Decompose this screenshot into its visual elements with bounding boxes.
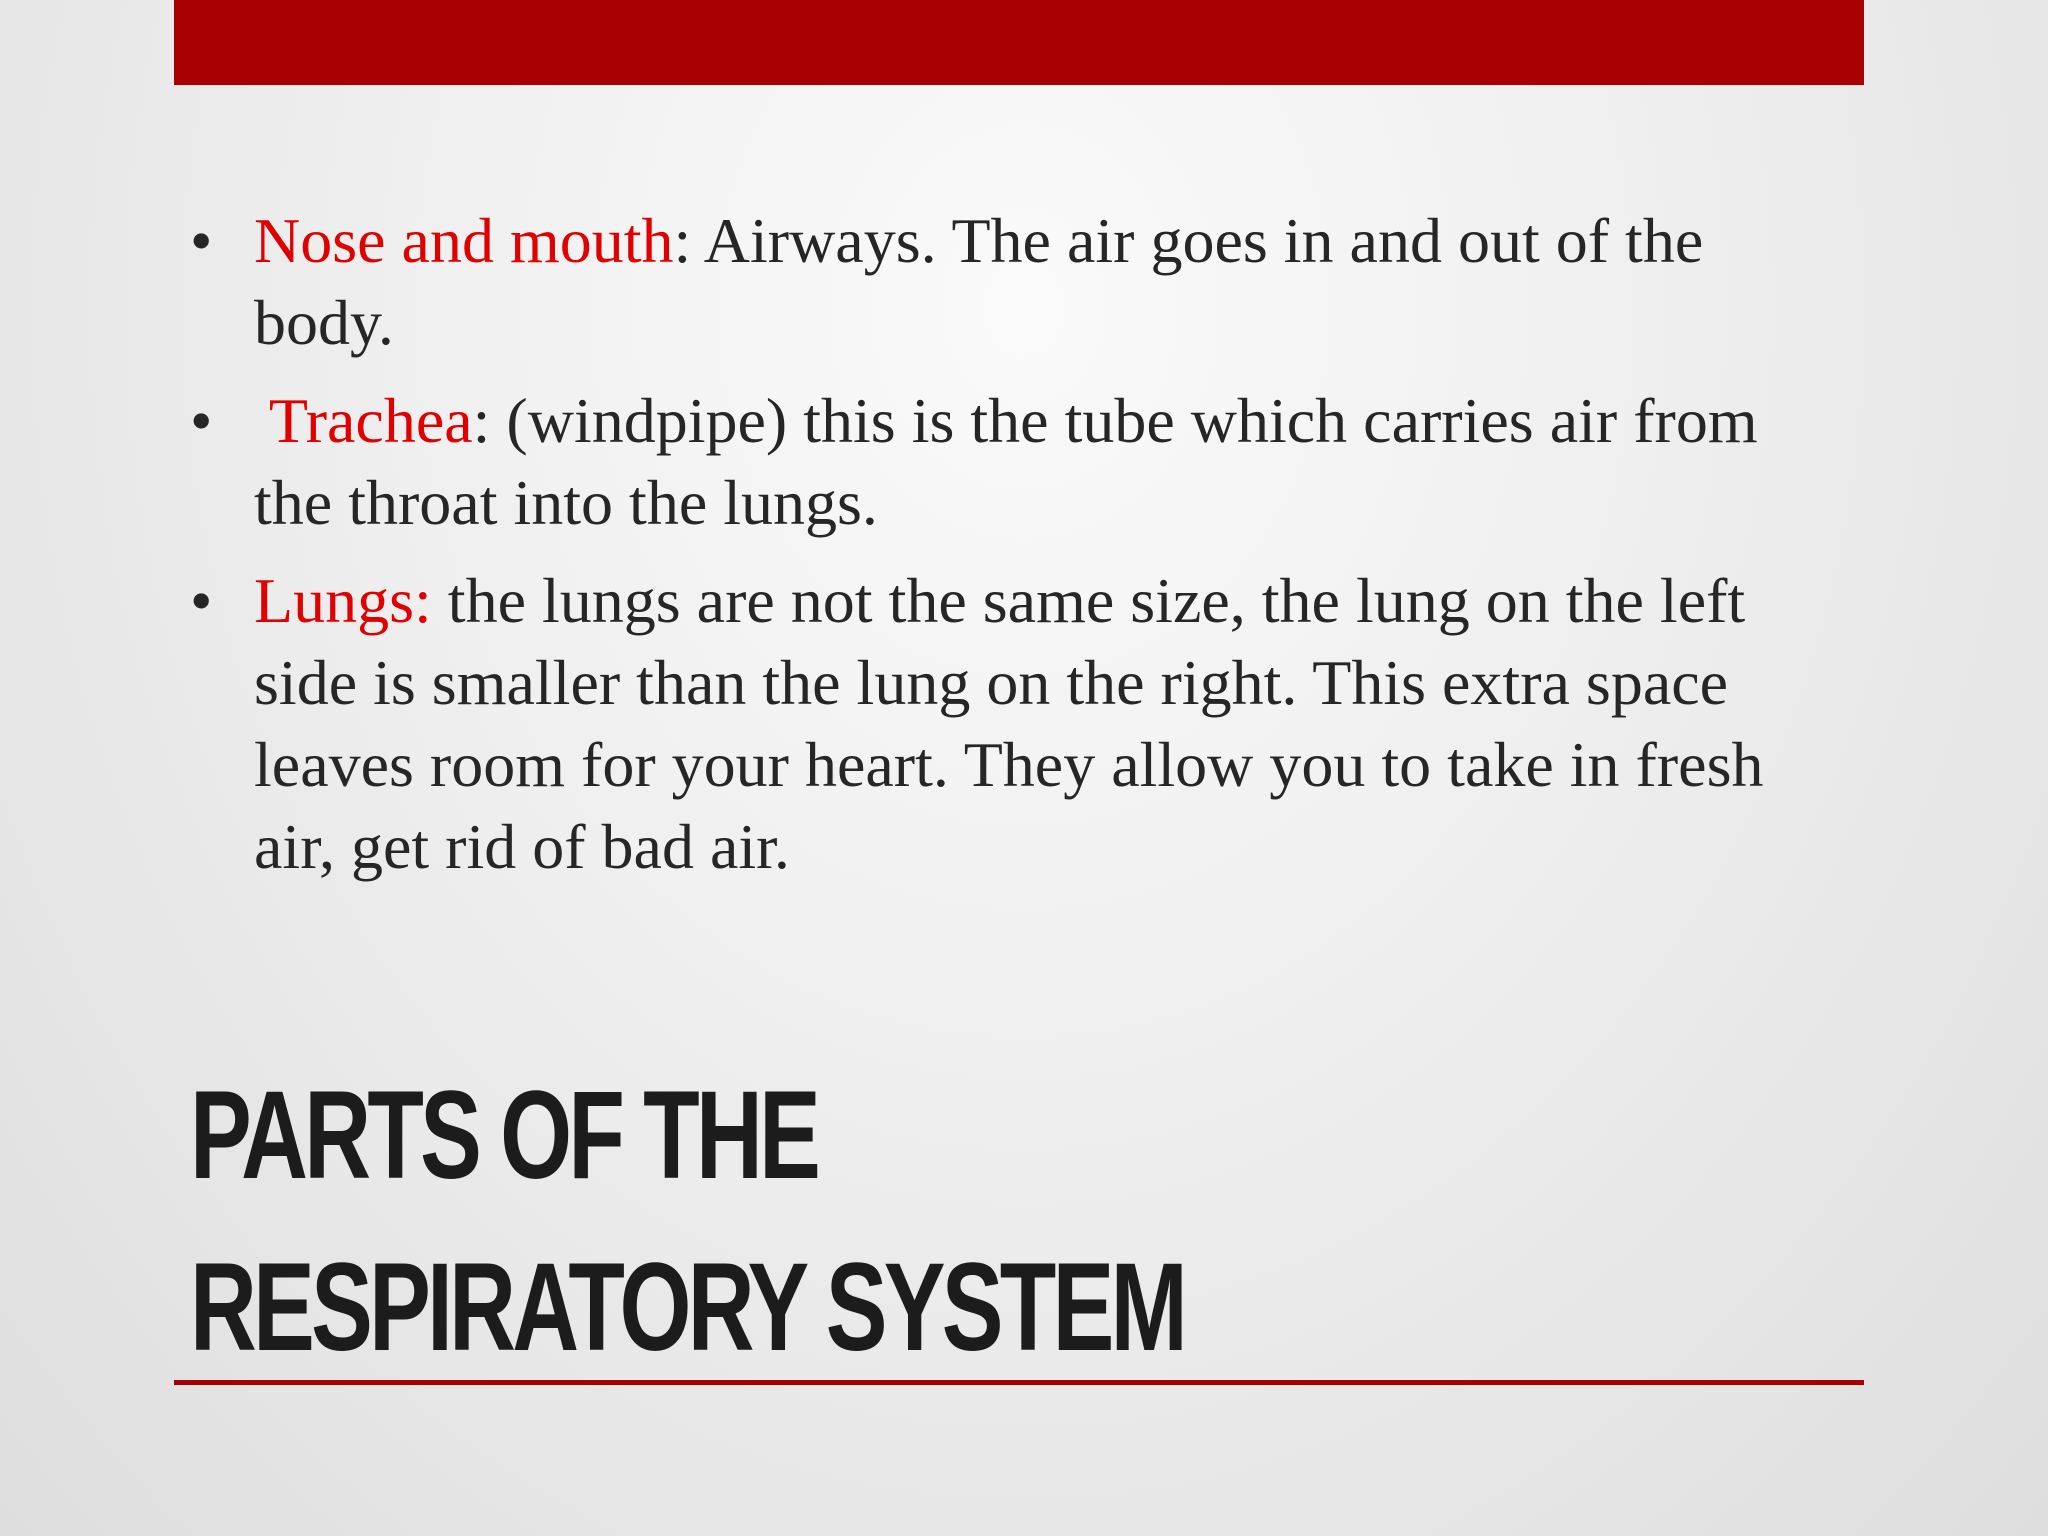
bottom-accent-rule <box>174 1380 1864 1385</box>
bullet-marker: • <box>190 385 213 456</box>
bullet-description: : (windpipe) this is the tube which carries air from the throat into the lungs. <box>254 385 1758 538</box>
bullet-list <box>188 200 1828 888</box>
slide-title-line2: RESPIRATORY SYSTEM <box>190 1238 1184 1377</box>
bullet-term: Lungs: <box>254 565 448 636</box>
slide-content <box>188 200 1828 904</box>
slide-title <box>190 1050 1184 1394</box>
bullet-description: the lungs are not the same size, the lung on the left side is smaller than the lung on the right. This extra space leaves room for your heart. They allow you to take in fresh air, get rid of bad air. <box>254 565 1764 882</box>
bullet-marker: • <box>190 205 213 276</box>
bullet-term: Trachea <box>254 385 473 456</box>
bullet-description: : Airways. The air goes in and out of the body. <box>254 205 1704 358</box>
bullet-term: Nose and mouth <box>254 205 674 276</box>
bullet-item-nose-and-mouth <box>188 200 1828 364</box>
bullet-item-trachea <box>188 380 1828 544</box>
bullet-item-lungs <box>188 560 1828 888</box>
bullet-marker: • <box>190 565 213 636</box>
slide-title-line1: PARTS OF THE <box>190 1066 818 1205</box>
top-accent-bar <box>174 0 1864 85</box>
